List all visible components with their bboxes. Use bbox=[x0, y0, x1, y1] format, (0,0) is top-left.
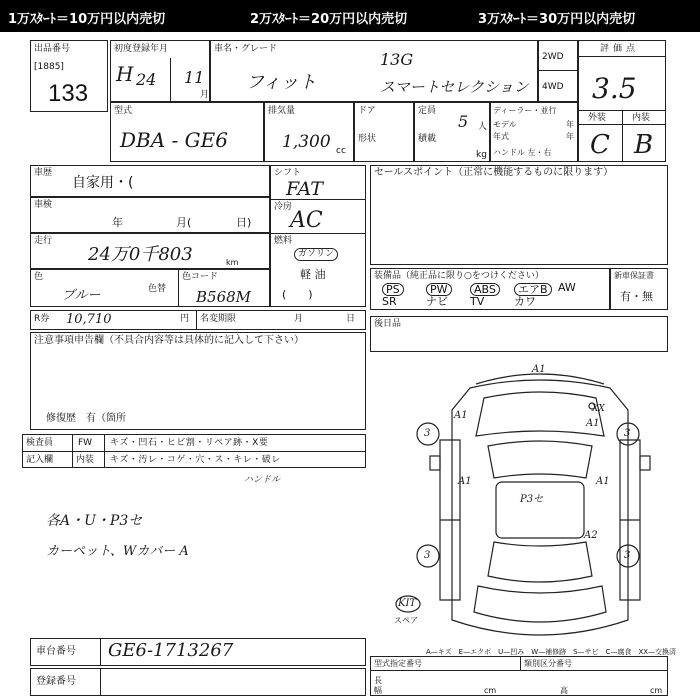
cap-kg: kg bbox=[476, 150, 487, 160]
dealer-handle: ハンドル 左・右 bbox=[493, 148, 552, 157]
model-label: 型式 bbox=[114, 106, 133, 116]
dealer-l3: 年式 bbox=[493, 132, 509, 141]
equipment-item-r1-2: ABS bbox=[470, 283, 500, 296]
start-2man: 2万ｽﾀｰﾄ＝20万円以内売切 bbox=[250, 12, 408, 27]
first-reg-unit: 月 bbox=[200, 90, 210, 100]
dealer-l1: ディーラー・並行 bbox=[493, 106, 557, 115]
history-label: 車歴 bbox=[34, 168, 53, 178]
inspector-l2: 記入欄 bbox=[26, 455, 54, 465]
door-label: ドア bbox=[358, 106, 376, 116]
fuel-label: 燃料 bbox=[274, 236, 293, 246]
fuel-diesel: 軽 油 bbox=[300, 268, 326, 281]
car-grade: 13G bbox=[380, 50, 414, 69]
class-label: 類別区分番号 bbox=[524, 659, 572, 668]
spare-label: スペア bbox=[394, 616, 418, 625]
dent-fl: 3 bbox=[424, 428, 431, 439]
rating-label: 評価点 bbox=[600, 44, 640, 54]
ext-grade: C bbox=[590, 130, 610, 160]
ac-value: AC bbox=[290, 208, 323, 233]
door-shape: 形状 bbox=[358, 134, 377, 144]
hgt-label: 高 bbox=[560, 686, 568, 695]
first-reg-era: H bbox=[116, 62, 134, 86]
dealer-mark2: 年 bbox=[566, 132, 574, 141]
dent-rl: 3 bbox=[424, 550, 431, 561]
legend: A—キズ E—エクボ U—凹み W—補修跡 S—サビ C—腐食 XX—交換済 bbox=[426, 648, 677, 656]
car-grade2: スマートセレクション bbox=[380, 78, 529, 96]
mileage-value: 24万0千803 bbox=[88, 244, 193, 265]
sales-label: セールスポイント（正常に機能するものに限ります） bbox=[374, 167, 614, 178]
drive-2wd: 2WD bbox=[542, 52, 564, 62]
recycle-unit: 円 bbox=[180, 314, 190, 324]
inspection-label: 車検 bbox=[34, 200, 53, 210]
recycle-label: R券 bbox=[34, 314, 50, 324]
name-change-day: 日 bbox=[346, 314, 356, 324]
color-label: 色 bbox=[34, 272, 44, 282]
reg-label: 登録番号 bbox=[36, 676, 76, 687]
wid-label: 幅 bbox=[374, 686, 382, 695]
inspection-month: 月( bbox=[176, 216, 192, 229]
car-label: 車名・グレード bbox=[214, 44, 278, 54]
disp-unit: cc bbox=[336, 146, 346, 156]
equipment-item-r2-1: ナビ bbox=[426, 295, 448, 308]
color-code: B568M bbox=[196, 288, 252, 306]
equipment-item-r1-4: AW bbox=[558, 281, 576, 294]
mark-fr: A1 bbox=[586, 418, 600, 429]
fuel-paren: ( ) bbox=[282, 288, 313, 301]
int-row-label: 内装 bbox=[76, 455, 95, 465]
dent-fr: 3 bbox=[624, 428, 631, 439]
hand-note-2: カーペット、Wカバー A bbox=[46, 544, 189, 559]
first-reg-month: 11 bbox=[184, 68, 205, 87]
model-value: DBA - GE6 bbox=[120, 128, 228, 152]
notes-label: 注意事項申告欄（不具合内容等は具体的に記入して下さい） bbox=[34, 335, 304, 346]
mileage-unit: km bbox=[226, 258, 239, 267]
dealer-mark1: 年 bbox=[566, 120, 574, 129]
mark-roof: P3セ bbox=[520, 494, 544, 505]
len-label: 長 bbox=[374, 676, 382, 685]
kit-label: KIT bbox=[398, 598, 417, 609]
color-change: 色替 bbox=[148, 284, 167, 294]
disp-label: 排気量 bbox=[268, 106, 296, 116]
int-row-text: キズ・汚レ・コゲ・穴・ス・キレ・破レ bbox=[110, 455, 281, 465]
equipment-label: 装備品（純正品に限り○をつけください） bbox=[374, 271, 544, 281]
color-code-label: 色コード bbox=[182, 272, 219, 282]
repair-history: 修復歴 有（箇所 bbox=[46, 413, 126, 424]
mark-xx: XX bbox=[592, 404, 605, 414]
cap-load: 積載 bbox=[418, 134, 437, 144]
name-change-month: 月 bbox=[294, 314, 304, 324]
recycle-value: 10,710 bbox=[66, 312, 112, 327]
mark-front: A1 bbox=[532, 364, 546, 375]
fuel-gas: ガソリン bbox=[294, 248, 338, 261]
cm-2: cm bbox=[650, 686, 663, 695]
equipment-item-r2-2: TV bbox=[470, 295, 485, 308]
first-reg-year: 24 bbox=[136, 70, 157, 89]
start-1man: 1万ｽﾀｰﾄ＝10万円以内売切 bbox=[8, 12, 166, 27]
cap-value: 5 bbox=[458, 112, 469, 131]
warranty-value: 有・無 bbox=[620, 290, 653, 303]
rating-score: 3.5 bbox=[592, 72, 637, 105]
ext-label: 外装 bbox=[588, 113, 607, 123]
hand-note-1: 各A・U・P3セ bbox=[46, 513, 143, 529]
handle-note: ハンドル bbox=[244, 475, 281, 485]
first-reg-label: 初度登録年月 bbox=[114, 44, 169, 54]
ac-label: 冷房 bbox=[274, 202, 293, 212]
inspector-l1: 検査員 bbox=[26, 438, 54, 448]
dent-rr: 3 bbox=[624, 550, 631, 561]
type-label: 型式指定番号 bbox=[374, 659, 422, 668]
chassis-value: GE6-1713267 bbox=[108, 640, 234, 661]
equipment-item-r2-0: SR bbox=[382, 295, 397, 308]
lot-number: 133 bbox=[48, 80, 89, 107]
lot-label: 出品番号 bbox=[34, 44, 71, 54]
equipment-item-r1-3: エアB bbox=[514, 283, 552, 296]
cap-label: 定員 bbox=[418, 106, 437, 116]
mark-left: A1 bbox=[458, 476, 472, 487]
drive-4wd: 4WD bbox=[542, 82, 564, 92]
cm-1: cm bbox=[484, 686, 497, 695]
dealer-l2: モデル bbox=[493, 120, 517, 129]
mark-rear: A2 bbox=[584, 530, 598, 541]
cap-unit: 人 bbox=[478, 122, 488, 132]
lot-code: [1885] bbox=[34, 62, 64, 72]
mark-right: A1 bbox=[596, 476, 610, 487]
shift-value: FAT bbox=[286, 178, 323, 200]
equipment-item-r1-0: PS bbox=[382, 283, 404, 296]
int-grade: B bbox=[634, 130, 654, 160]
equipment-item-r2-3: カワ bbox=[514, 295, 536, 308]
inspection-year: 年 bbox=[112, 216, 123, 229]
shift-label: シフト bbox=[274, 168, 302, 178]
inspection-day: 日) bbox=[236, 216, 252, 229]
mark-fl: A1 bbox=[454, 410, 468, 421]
fw-label: FW bbox=[78, 438, 93, 448]
name-change-label: 名変期限 bbox=[200, 314, 237, 324]
mileage-label: 走行 bbox=[34, 236, 53, 246]
warranty-label: 新車保証書 bbox=[614, 271, 654, 280]
chassis-label: 車台番号 bbox=[36, 646, 76, 657]
int-label: 内装 bbox=[632, 113, 651, 123]
fw-text: キズ・凹石・ヒビ割・リペア跡・X要 bbox=[110, 438, 269, 448]
start-3man: 3万ｽﾀｰﾄ＝30万円以内売切 bbox=[478, 12, 636, 27]
car-name: フィット bbox=[246, 72, 317, 93]
history-value: 自家用・( bbox=[72, 175, 134, 191]
equipment-item-r1-1: PW bbox=[426, 283, 452, 296]
disp-value: 1,300 bbox=[282, 132, 331, 152]
color-value: ブルー bbox=[62, 288, 101, 303]
back-seat-label: 後日品 bbox=[374, 319, 402, 329]
